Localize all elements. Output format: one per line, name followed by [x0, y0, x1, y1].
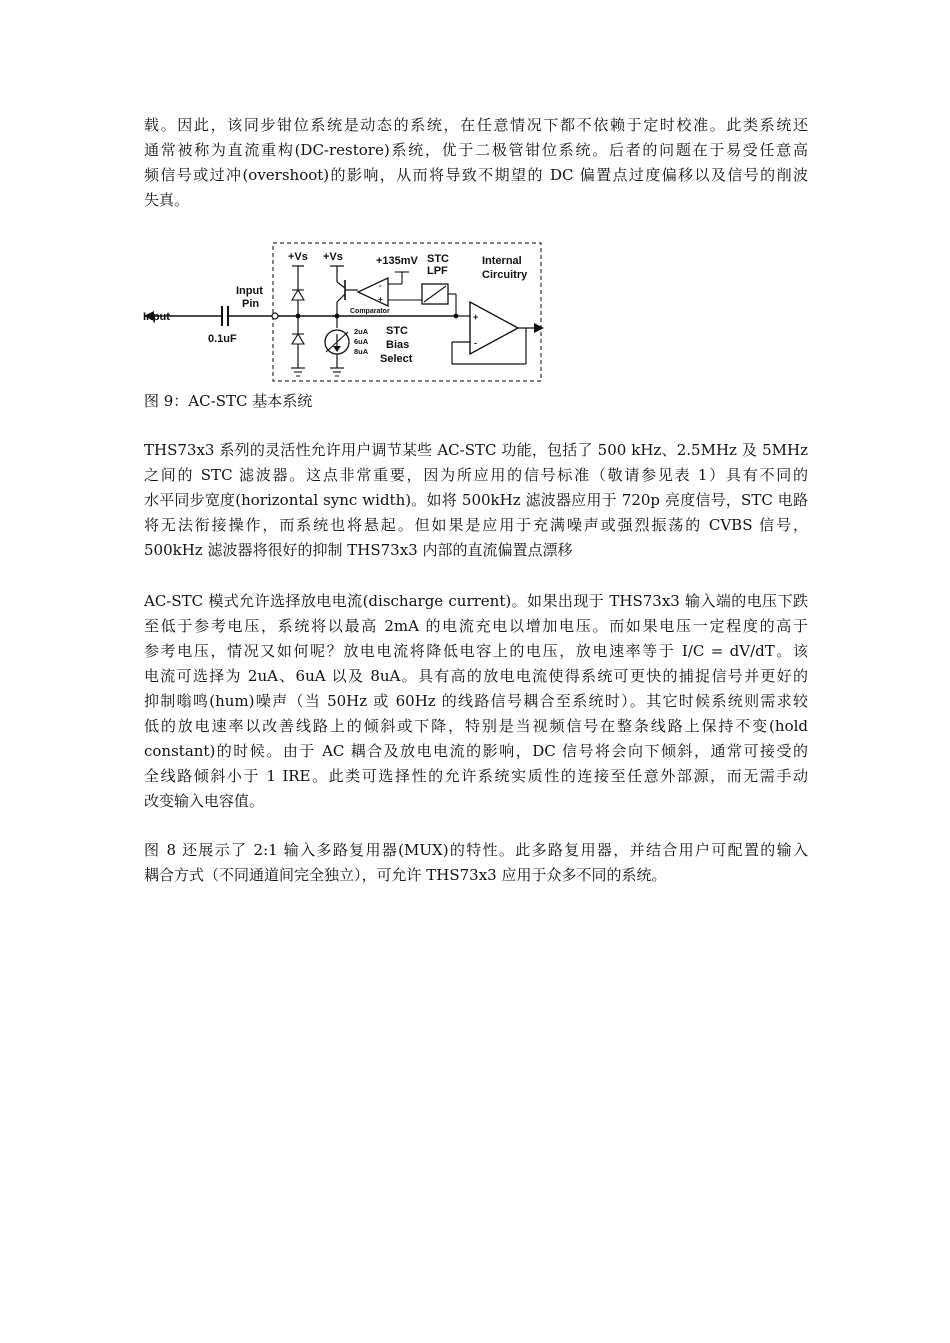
amp-plus: +: [473, 312, 479, 322]
text-line: 载。因此，该同步钳位系统是动态的系统，在任意情况下都不依赖于定时校准。此类系统还: [144, 116, 808, 134]
text-line: 全线路倾斜小于 1 IRE。此类可选择性的允许系统实质性的连接至任意外部源，而无需手动: [144, 767, 808, 785]
internal-circuitry-label: Internal: [482, 255, 522, 267]
buffer-amplifier-icon: [470, 302, 518, 354]
figure-caption: 图 9：AC-STC 基本系统: [144, 392, 313, 410]
text-line: constant)的时候。由于 AC 耦合及放电电流的影响，DC 信号将会向下倾斜，通常可接受的: [144, 742, 808, 760]
text-line: THS73x3 系列的灵活性允许用户调节某些 AC-STC 功能，包括了 500 kHz、2.5MHz 及 5MHz: [144, 441, 808, 459]
comparator-minus: -: [379, 281, 382, 290]
paragraph-1: [144, 113, 808, 213]
text-line: 通常被称为直流重构(DC-restore)系统，优于二极管钳位系统。后者的问题在于易受任意高: [144, 141, 808, 159]
text-line: 500kHz 滤波器将很好的抑制 THS73x3 内部的直流偏置点漂移: [144, 541, 573, 559]
text-line: 至低于参考电压，系统将以最高 2mA 的电流充电以增加电压。而如果电压一定程度的高于: [144, 617, 808, 635]
ac-stc-schematic: [140, 238, 550, 386]
input-pin-label: Pin: [242, 298, 260, 310]
text-line: 水平同步宽度(horizontal sync width)。如将 500kHz 滤波器应用于 720p 亮度信号，STC 电路: [144, 491, 808, 509]
current-option: 2uA: [354, 327, 369, 336]
output-arrow-icon: [534, 323, 544, 333]
text-line: 图 8 还展示了 2:1 输入多路复用器(MUX)的特性。此多路复用器，并结合用户可配置的输入: [144, 841, 808, 859]
text-line: 耦合方式（不同通道间完全独立），可允许 THS73x3 应用于众多不同的系统。: [144, 866, 667, 884]
input-pin-label: Input: [236, 285, 263, 297]
stc-bias-select-label: Select: [380, 353, 413, 365]
vs-label: +Vs: [323, 251, 343, 263]
stc-bias-select-label: Bias: [386, 339, 410, 351]
paragraph-4: [144, 838, 808, 888]
circuit-diagram: [140, 238, 550, 386]
reference-voltage-label: +135mV: [376, 255, 418, 267]
current-option: 8uA: [354, 347, 369, 356]
text-line: 电流可选择为 2uA、6uA 以及 8uA。具有高的放电电流使得系统可更快的捕捉信号并更好的: [144, 667, 808, 685]
comparator-label: Comparator: [350, 308, 390, 315]
vs-label: +Vs: [288, 251, 308, 263]
text-line: AC-STC 模式允许选择放电电流(discharge current)。如果出现于 THS73x3 输入端的电压下跌: [144, 592, 808, 610]
stc-lpf-label: LPF: [427, 265, 448, 277]
input-label: Input: [143, 311, 170, 323]
current-option: 6uA: [354, 337, 369, 346]
text-line: 之间的 STC 滤波器。这点非常重要，因为所应用的信号标准（敬请参见表 1）具有不同的: [144, 466, 808, 484]
stc-bias-select-label: STC: [386, 325, 408, 337]
text-line: 抑制嗡鸣(hum)噪声（当 50Hz 或 60Hz 的线路信号耦合至系统时）。其它时候系统则需求较: [144, 692, 808, 710]
capacitor-label: 0.1uF: [208, 333, 237, 345]
paragraph-3: [144, 589, 808, 814]
amp-minus: -: [474, 338, 477, 348]
internal-circuitry-label: Circuitry: [482, 269, 528, 281]
paragraph-2: [144, 438, 808, 563]
stc-lpf-label: STC: [427, 253, 449, 265]
text-line: 改变输入电容值。: [144, 792, 265, 810]
comparator-triangle-icon: [358, 278, 388, 306]
text-line: 将无法衔接操作，而系统也将悬起。但如果是应用于充满噪声或强烈振荡的 CVBS 信号，: [144, 516, 808, 534]
text-line: 失真。: [144, 191, 190, 209]
text-line: 频信号或过冲(overshoot)的影响，从而将导致不期望的 DC 偏置点过度偏移以及信号的削波: [144, 166, 808, 184]
comparator-plus: +: [378, 295, 383, 304]
text-line: 参考电压，情况又如何呢？放电电流将降低电容上的电压，放电速率等于 I/C = dV/dT。该: [144, 642, 808, 660]
text-line: 低的放电速率以改善线路上的倾斜或下降，特别是当视频信号在整条线路上保持不变(hold: [144, 717, 808, 735]
